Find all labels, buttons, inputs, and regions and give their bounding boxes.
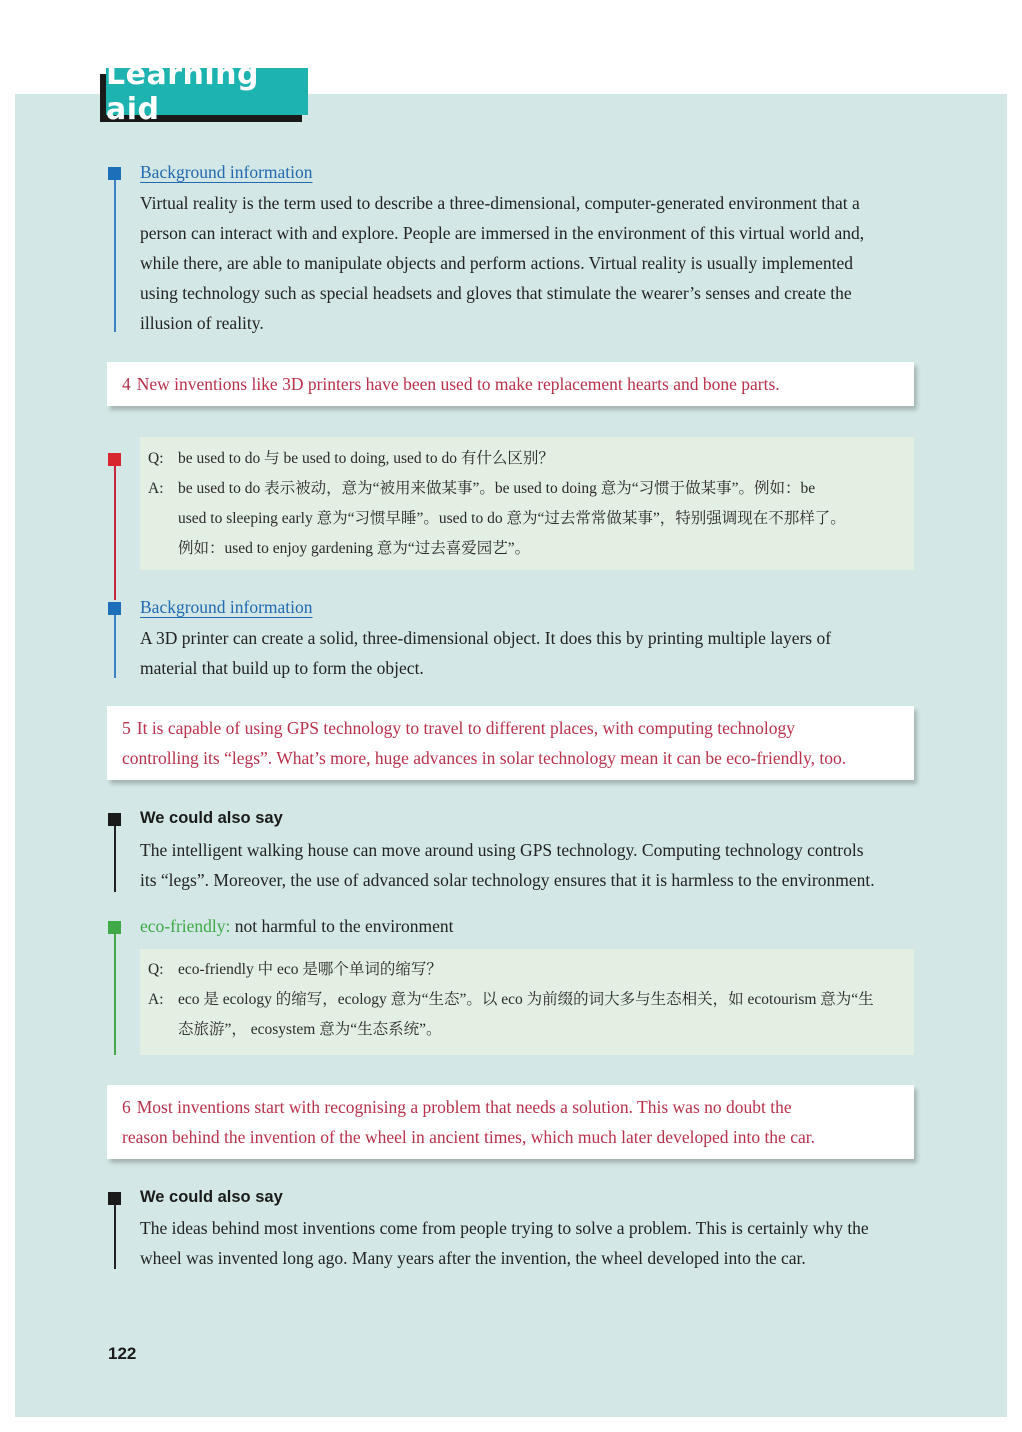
blue-square-marker bbox=[108, 602, 121, 615]
sentence-number: 5 bbox=[122, 718, 131, 738]
answer-line: 态旅游”， ecosystem 意为“生态系统”。 bbox=[178, 1021, 442, 1038]
eco-friendly-definition bbox=[140, 916, 453, 937]
text-line: The ideas behind most inventions come from people trying to solve a problem. This is certainly why the bbox=[140, 1218, 869, 1238]
sentence-box-5 bbox=[107, 706, 914, 780]
could-also-say-text bbox=[140, 835, 875, 895]
answer-line: eco 是 ecology 的缩写，ecology 意为“生态”。以 eco 为前缀的词大多与生态相关，如 ecotourism 意为“生 bbox=[178, 991, 874, 1008]
sentence-number: 6 bbox=[122, 1097, 131, 1117]
sentence-6-text bbox=[122, 1092, 894, 1152]
question-text: be used to do 与 be used to doing, used to do 有什么区别？ bbox=[178, 450, 554, 467]
black-square-marker bbox=[108, 813, 121, 826]
answer-label: A: bbox=[148, 480, 164, 497]
answer-label: A: bbox=[148, 991, 164, 1008]
text-line: illusion of reality. bbox=[140, 313, 264, 333]
question-label: Q: bbox=[148, 961, 164, 978]
learning-aid-header: Learning aid bbox=[106, 68, 308, 115]
red-square-marker bbox=[108, 453, 121, 466]
text-line: using technology such as special headsets and gloves that stimulate the wearer’s senses and create the bbox=[140, 283, 852, 303]
black-margin-line bbox=[114, 826, 116, 892]
text-line: The intelligent walking house can move around using GPS technology. Computing technology controls bbox=[140, 840, 864, 860]
text-line: its “legs”. Moreover, the use of advanced solar technology ensures that it is harmless to the environment. bbox=[140, 870, 875, 890]
sentence-line bbox=[122, 1092, 894, 1122]
could-also-say-title: We could also say bbox=[140, 809, 283, 827]
answer-line: 例如：used to enjoy gardening 意为“过去喜爱园艺”。 bbox=[178, 540, 531, 557]
could-also-say-title: We could also say bbox=[140, 1188, 283, 1206]
text-line: Virtual reality is the term used to describe a three-dimensional, computer-generated environment that a bbox=[140, 193, 860, 213]
sentence-line: reason behind the invention of the wheel in ancient times, which much later developed into the car. bbox=[122, 1127, 815, 1147]
blue-square-marker bbox=[108, 167, 121, 180]
eco-friendly-term: eco-friendly: bbox=[140, 916, 231, 936]
background-info-title: Background information bbox=[140, 162, 313, 182]
page-number: 122 bbox=[108, 1344, 137, 1363]
sentence-box-6 bbox=[107, 1085, 914, 1159]
qa-box-1 bbox=[140, 437, 914, 570]
sentence-line bbox=[122, 713, 894, 743]
qa-box-2 bbox=[140, 949, 914, 1055]
green-margin-line bbox=[114, 934, 116, 1055]
text-line: person can interact with and explore. People are immersed in the environment of this virtual world and, bbox=[140, 223, 865, 243]
answer-text bbox=[178, 474, 898, 564]
black-margin-line bbox=[114, 1205, 116, 1269]
blue-margin-line bbox=[114, 615, 116, 678]
could-also-say-text bbox=[140, 1213, 869, 1273]
text-line: while there, are able to manipulate objects and perform actions. Virtual reality is usually implemented bbox=[140, 253, 853, 273]
red-margin-line bbox=[114, 466, 116, 600]
sentence-number: 4 bbox=[122, 374, 131, 394]
eco-friendly-meaning: not harmful to the environment bbox=[230, 916, 454, 936]
sentence-line: controlling its “legs”. What’s more, huge advances in solar technology mean it can be eco-friendly, too. bbox=[122, 748, 847, 768]
background-info-text bbox=[140, 623, 831, 683]
text-line: wheel was invented long ago. Many years after the invention, the wheel developed into the car. bbox=[140, 1248, 806, 1268]
question-text: eco-friendly 中 eco 是哪个单词的缩写？ bbox=[178, 961, 442, 978]
sentence-5-text bbox=[122, 713, 894, 773]
answer-text bbox=[178, 985, 898, 1045]
sentence-line-text: It is capable of using GPS technology to travel to different places, with computing technology bbox=[136, 718, 795, 738]
background-info-text bbox=[140, 188, 864, 338]
sentence-box-4 bbox=[107, 362, 914, 406]
blue-margin-line bbox=[114, 180, 116, 332]
sentence-line-text: Most inventions start with recognising a problem that needs a solution. This was no doubt the bbox=[136, 1097, 792, 1117]
text-line: material that build up to form the object. bbox=[140, 658, 424, 678]
black-square-marker bbox=[108, 1192, 121, 1205]
background-info-title: Background information bbox=[140, 597, 313, 617]
question-label: Q: bbox=[148, 450, 164, 467]
text-line: A 3D printer can create a solid, three-dimensional object. It does this by printing multiple layers of bbox=[140, 628, 832, 648]
sentence-line: New inventions like 3D printers have been used to make replacement hearts and bone parts. bbox=[136, 374, 780, 394]
answer-line: be used to do 表示被动，意为“被用来做某事”。be used to doing 意为“习惯于做某事”。例如：be bbox=[178, 480, 816, 497]
sentence-4-text bbox=[122, 369, 894, 399]
green-square-marker bbox=[108, 921, 121, 934]
answer-line: used to sleeping early 意为“习惯早睡”。used to do 意为“过去常常做某事”，特别强调现在不那样了。 bbox=[178, 510, 846, 527]
